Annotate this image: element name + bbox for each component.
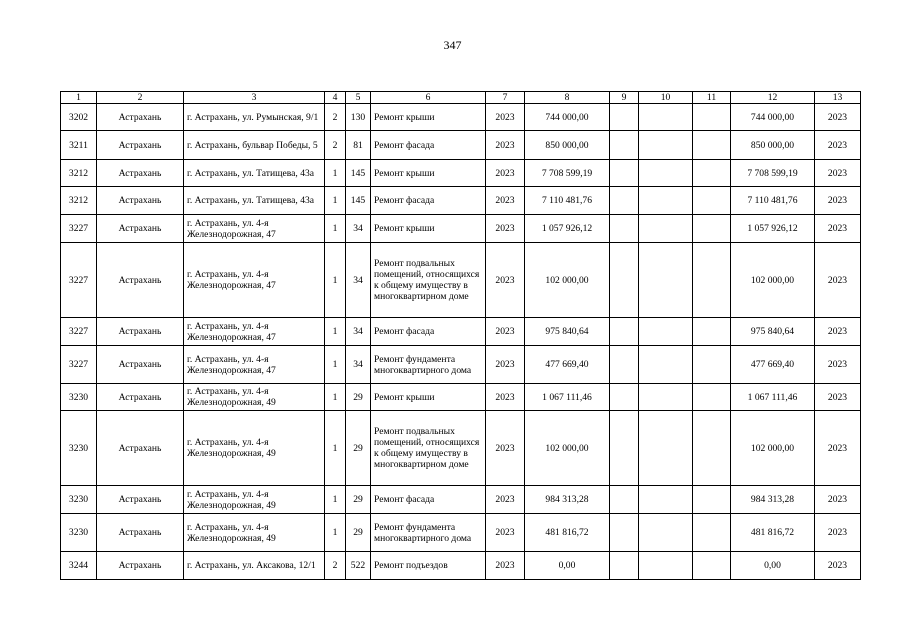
col-4-cell: 1 — [325, 384, 346, 411]
address-cell: г. Астрахань, ул. 4-я Железнодорожная, 49 — [184, 411, 325, 486]
col-13-cell: 2023 — [815, 215, 861, 243]
col-13-cell: 2023 — [815, 318, 861, 346]
page-number: 347 — [443, 38, 462, 52]
address-cell: г. Астрахань, ул. 4-я Железнодорожная, 47 — [184, 215, 325, 243]
col-4-cell: 1 — [325, 243, 346, 318]
year-cell: 2023 — [486, 187, 525, 215]
cost-cell: 1 067 111,46 — [525, 384, 610, 411]
row-number-cell: 3212 — [61, 160, 97, 187]
cost-cell: 0,00 — [525, 552, 610, 580]
row-number-cell: 3211 — [61, 131, 97, 160]
col-13-cell: 2023 — [815, 552, 861, 580]
col-5-cell: 34 — [346, 346, 371, 384]
col-4-cell: 1 — [325, 215, 346, 243]
year-cell: 2023 — [486, 215, 525, 243]
col-9-cell — [610, 411, 639, 486]
col-13-cell: 2023 — [815, 243, 861, 318]
city-cell: Астрахань — [97, 384, 184, 411]
work-type-cell: Ремонт фасада — [371, 486, 486, 514]
col-4-cell: 2 — [325, 104, 346, 131]
col-5-cell: 34 — [346, 215, 371, 243]
total-cell: 984 313,28 — [731, 486, 815, 514]
city-cell: Астрахань — [97, 243, 184, 318]
col-10-cell — [639, 514, 693, 552]
city-cell: Астрахань — [97, 486, 184, 514]
col-10-cell — [639, 187, 693, 215]
address-cell: г. Астрахань, ул. 4-я Железнодорожная, 47 — [184, 318, 325, 346]
col-5-cell: 145 — [346, 160, 371, 187]
address-cell: г. Астрахань, ул. 4-я Железнодорожная, 49 — [184, 384, 325, 411]
col-13-cell: 2023 — [815, 384, 861, 411]
table-row — [61, 160, 861, 187]
col-4-cell: 1 — [325, 318, 346, 346]
total-cell: 102 000,00 — [731, 411, 815, 486]
year-cell: 2023 — [486, 486, 525, 514]
col-13-cell: 2023 — [815, 411, 861, 486]
col-5-cell: 522 — [346, 552, 371, 580]
total-cell: 1 057 926,12 — [731, 215, 815, 243]
column-number: 12 — [731, 92, 815, 104]
table-row — [61, 514, 861, 552]
work-type-cell: Ремонт крыши — [371, 384, 486, 411]
table-row — [61, 243, 861, 318]
col-13-cell: 2023 — [815, 486, 861, 514]
cost-cell: 7 110 481,76 — [525, 187, 610, 215]
col-11-cell — [693, 514, 731, 552]
col-11-cell — [693, 187, 731, 215]
col-4-cell: 1 — [325, 160, 346, 187]
total-cell: 0,00 — [731, 552, 815, 580]
row-number-cell: 3230 — [61, 384, 97, 411]
col-10-cell — [639, 552, 693, 580]
work-type-cell: Ремонт крыши — [371, 160, 486, 187]
table-row — [61, 187, 861, 215]
col-5-cell: 81 — [346, 131, 371, 160]
work-type-cell: Ремонт фасада — [371, 187, 486, 215]
cost-cell: 477 669,40 — [525, 346, 610, 384]
table-row — [61, 552, 861, 580]
col-10-cell — [639, 215, 693, 243]
total-cell: 7 110 481,76 — [731, 187, 815, 215]
table-row — [61, 215, 861, 243]
col-13-cell: 2023 — [815, 131, 861, 160]
total-cell: 975 840,64 — [731, 318, 815, 346]
column-number: 8 — [525, 92, 610, 104]
cost-cell: 102 000,00 — [525, 411, 610, 486]
work-type-cell: Ремонт фундамента многоквартирного дома — [371, 514, 486, 552]
address-cell: г. Астрахань, ул. 4-я Железнодорожная, 49 — [184, 486, 325, 514]
col-11-cell — [693, 215, 731, 243]
column-number: 7 — [486, 92, 525, 104]
address-cell: г. Астрахань, ул. Румынская, 9/1 — [184, 104, 325, 131]
col-4-cell: 1 — [325, 346, 346, 384]
col-10-cell — [639, 104, 693, 131]
col-5-cell: 34 — [346, 318, 371, 346]
work-type-cell: Ремонт подвальных помещений, относящихся к общему имуществу в многоквартирном доме — [371, 411, 486, 486]
col-9-cell — [610, 160, 639, 187]
col-10-cell — [639, 384, 693, 411]
row-number-cell: 3244 — [61, 552, 97, 580]
row-number-cell: 3227 — [61, 243, 97, 318]
row-number-cell: 3230 — [61, 411, 97, 486]
year-cell: 2023 — [486, 552, 525, 580]
row-number-cell: 3202 — [61, 104, 97, 131]
column-number: 13 — [815, 92, 861, 104]
address-cell: г. Астрахань, ул. Татищева, 43а — [184, 187, 325, 215]
total-cell: 102 000,00 — [731, 243, 815, 318]
col-4-cell: 1 — [325, 187, 346, 215]
row-number-cell: 3227 — [61, 346, 97, 384]
col-10-cell — [639, 243, 693, 318]
city-cell: Астрахань — [97, 552, 184, 580]
col-5-cell: 130 — [346, 104, 371, 131]
city-cell: Астрахань — [97, 160, 184, 187]
column-number: 4 — [325, 92, 346, 104]
col-10-cell — [639, 131, 693, 160]
year-cell: 2023 — [486, 318, 525, 346]
year-cell: 2023 — [486, 346, 525, 384]
col-10-cell — [639, 160, 693, 187]
col-5-cell: 29 — [346, 384, 371, 411]
table-row — [61, 131, 861, 160]
cost-cell: 975 840,64 — [525, 318, 610, 346]
city-cell: Астрахань — [97, 346, 184, 384]
total-cell: 481 816,72 — [731, 514, 815, 552]
work-type-cell: Ремонт фасада — [371, 131, 486, 160]
col-9-cell — [610, 486, 639, 514]
column-number: 6 — [371, 92, 486, 104]
col-4-cell: 1 — [325, 514, 346, 552]
city-cell: Астрахань — [97, 187, 184, 215]
col-9-cell — [610, 514, 639, 552]
col-11-cell — [693, 160, 731, 187]
work-type-cell: Ремонт крыши — [371, 104, 486, 131]
col-9-cell — [610, 384, 639, 411]
col-10-cell — [639, 411, 693, 486]
total-cell: 477 669,40 — [731, 346, 815, 384]
address-cell: г. Астрахань, ул. 4-я Железнодорожная, 49 — [184, 514, 325, 552]
address-cell: г. Астрахань, ул. Татищева, 43а — [184, 160, 325, 187]
work-type-cell: Ремонт подъездов — [371, 552, 486, 580]
col-4-cell: 2 — [325, 552, 346, 580]
work-type-cell: Ремонт фундамента многоквартирного дома — [371, 346, 486, 384]
col-13-cell: 2023 — [815, 346, 861, 384]
year-cell: 2023 — [486, 411, 525, 486]
col-9-cell — [610, 346, 639, 384]
table-row — [61, 104, 861, 131]
cost-cell: 1 057 926,12 — [525, 215, 610, 243]
year-cell: 2023 — [486, 243, 525, 318]
work-type-cell: Ремонт подвальных помещений, относящихся к общему имуществу в многоквартирном доме — [371, 243, 486, 318]
total-cell: 1 067 111,46 — [731, 384, 815, 411]
col-5-cell: 29 — [346, 514, 371, 552]
total-cell: 744 000,00 — [731, 104, 815, 131]
column-number: 9 — [610, 92, 639, 104]
col-13-cell: 2023 — [815, 160, 861, 187]
col-5-cell: 34 — [346, 243, 371, 318]
col-10-cell — [639, 486, 693, 514]
row-number-cell: 3230 — [61, 514, 97, 552]
repair-program-table — [60, 91, 861, 580]
col-5-cell: 145 — [346, 187, 371, 215]
col-11-cell — [693, 346, 731, 384]
col-9-cell — [610, 318, 639, 346]
column-number: 2 — [97, 92, 184, 104]
table-row — [61, 318, 861, 346]
row-number-cell: 3227 — [61, 318, 97, 346]
col-11-cell — [693, 104, 731, 131]
table-row — [61, 411, 861, 486]
year-cell: 2023 — [486, 131, 525, 160]
city-cell: Астрахань — [97, 411, 184, 486]
table-row — [61, 346, 861, 384]
row-number-cell: 3230 — [61, 486, 97, 514]
cost-cell: 481 816,72 — [525, 514, 610, 552]
address-cell: г. Астрахань, ул. 4-я Железнодорожная, 47 — [184, 346, 325, 384]
cost-cell: 7 708 599,19 — [525, 160, 610, 187]
col-11-cell — [693, 243, 731, 318]
cost-cell: 102 000,00 — [525, 243, 610, 318]
col-10-cell — [639, 346, 693, 384]
col-13-cell: 2023 — [815, 104, 861, 131]
work-type-cell: Ремонт крыши — [371, 215, 486, 243]
col-11-cell — [693, 131, 731, 160]
col-5-cell: 29 — [346, 411, 371, 486]
total-cell: 850 000,00 — [731, 131, 815, 160]
cost-cell: 850 000,00 — [525, 131, 610, 160]
city-cell: Астрахань — [97, 318, 184, 346]
col-9-cell — [610, 131, 639, 160]
col-11-cell — [693, 486, 731, 514]
address-cell: г. Астрахань, ул. Аксакова, 12/1 — [184, 552, 325, 580]
col-9-cell — [610, 215, 639, 243]
city-cell: Астрахань — [97, 131, 184, 160]
column-number: 11 — [693, 92, 731, 104]
col-13-cell: 2023 — [815, 187, 861, 215]
col-9-cell — [610, 243, 639, 318]
year-cell: 2023 — [486, 160, 525, 187]
col-9-cell — [610, 104, 639, 131]
work-type-cell: Ремонт фасада — [371, 318, 486, 346]
col-9-cell — [610, 552, 639, 580]
col-9-cell — [610, 187, 639, 215]
city-cell: Астрахань — [97, 104, 184, 131]
col-11-cell — [693, 411, 731, 486]
column-number: 5 — [346, 92, 371, 104]
col-13-cell: 2023 — [815, 514, 861, 552]
col-4-cell: 1 — [325, 411, 346, 486]
year-cell: 2023 — [486, 514, 525, 552]
cost-cell: 984 313,28 — [525, 486, 610, 514]
col-4-cell: 1 — [325, 486, 346, 514]
year-cell: 2023 — [486, 104, 525, 131]
col-11-cell — [693, 384, 731, 411]
city-cell: Астрахань — [97, 215, 184, 243]
col-4-cell: 2 — [325, 131, 346, 160]
col-10-cell — [639, 318, 693, 346]
total-cell: 7 708 599,19 — [731, 160, 815, 187]
column-number-row — [61, 92, 861, 104]
column-number: 1 — [61, 92, 97, 104]
table-row — [61, 384, 861, 411]
column-number: 3 — [184, 92, 325, 104]
cost-cell: 744 000,00 — [525, 104, 610, 131]
table-row — [61, 486, 861, 514]
col-11-cell — [693, 552, 731, 580]
col-5-cell: 29 — [346, 486, 371, 514]
row-number-cell: 3212 — [61, 187, 97, 215]
row-number-cell: 3227 — [61, 215, 97, 243]
city-cell: Астрахань — [97, 514, 184, 552]
column-number: 10 — [639, 92, 693, 104]
address-cell: г. Астрахань, бульвар Победы, 5 — [184, 131, 325, 160]
year-cell: 2023 — [486, 384, 525, 411]
address-cell: г. Астрахань, ул. 4-я Железнодорожная, 47 — [184, 243, 325, 318]
col-11-cell — [693, 318, 731, 346]
